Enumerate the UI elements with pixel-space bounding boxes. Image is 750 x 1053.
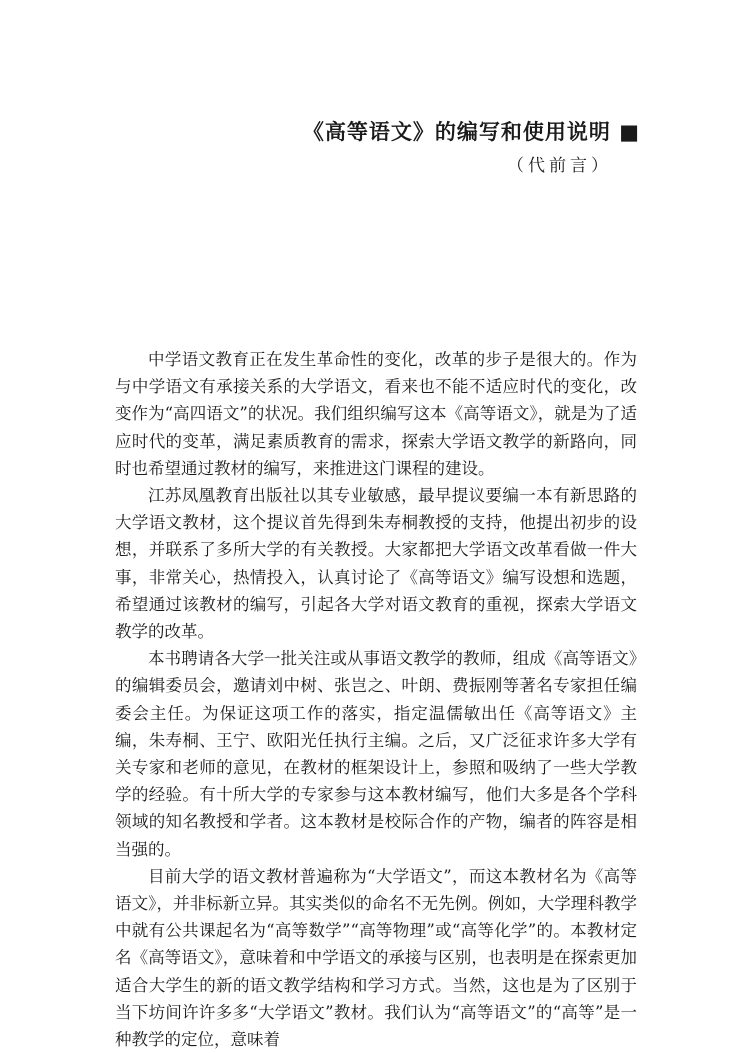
title-block (140, 116, 640, 186)
page-title: 《高等语文》的编写和使用说明 ■ (302, 120, 640, 144)
paragraph: 中学语文教育正在发生革命性的变化，改革的步子是很大的。作为与中学语文有承接关系的大学语文，看来也不能不适应时代的变化，改变作为“高四语文”的状况。我们组织编写这本《高等语文》，就是为了适应时代的变革，满足素质教育的需求，探索大学语文教学的新路向，同时也希望通过教材的编写，来推进这门课程的建设。 (115, 350, 637, 478)
paragraph: 江苏凤凰教育出版社以其专业敏感，最早提议要编一本有新思路的大学语文教材，这个提议首先得到朱寿桐教授的支持，他提出初步的设想，并联系了多所大学的有关教授。大家都把大学语文改革看做一件大事，非常关心，热情投入，认真讨论了《高等语文》编写设想和选题，希望通过该教材的编写，引起各大学对语文教育的重视，探索大学语文教学的改革。 (115, 486, 637, 642)
paragraph: 目前大学的语文教材普遍称为“大学语文”，而这本教材名为《高等语文》，并非标新立异。其实类似的命名不无先例。例如，大学理科教学中就有公共课起名为“高等数学”“高等物理”或“高等化学”的。本教材定名《高等语文》，意味着和中学语文的承接与区别，也表明是在探索更加适合大学生的新的语文教学结构和学习方式。当然，这也是为了区别于当下坊间许许多多“大学语文”教材。我们认为“高等语文”的“高等”是一种教学的定位，意味着 (115, 866, 637, 1050)
paragraph: 本书聘请各大学一批关注或从事语文教学的教师，组成《高等语文》的编辑委员会，邀请刘中树、张岂之、叶朗、费振刚等著名专家担任编委会主任。为保证这项工作的落实，指定温儒敏出任《高等语文》主编，朱寿桐、王宁、欧阳光任执行主编。之后，又广泛征求许多大学有关专家和老师的意见，在教材的框架设计上，参照和吸纳了一些大学教学的经验。有十所大学的专家参与这本教材编写，他们大多是各个学科领域的知名教授和学者。这本教材是校际合作的产物，编者的阵容是相当强的。 (115, 649, 637, 859)
body-text (115, 346, 637, 1053)
page-subtitle: （代前言） (507, 156, 612, 176)
